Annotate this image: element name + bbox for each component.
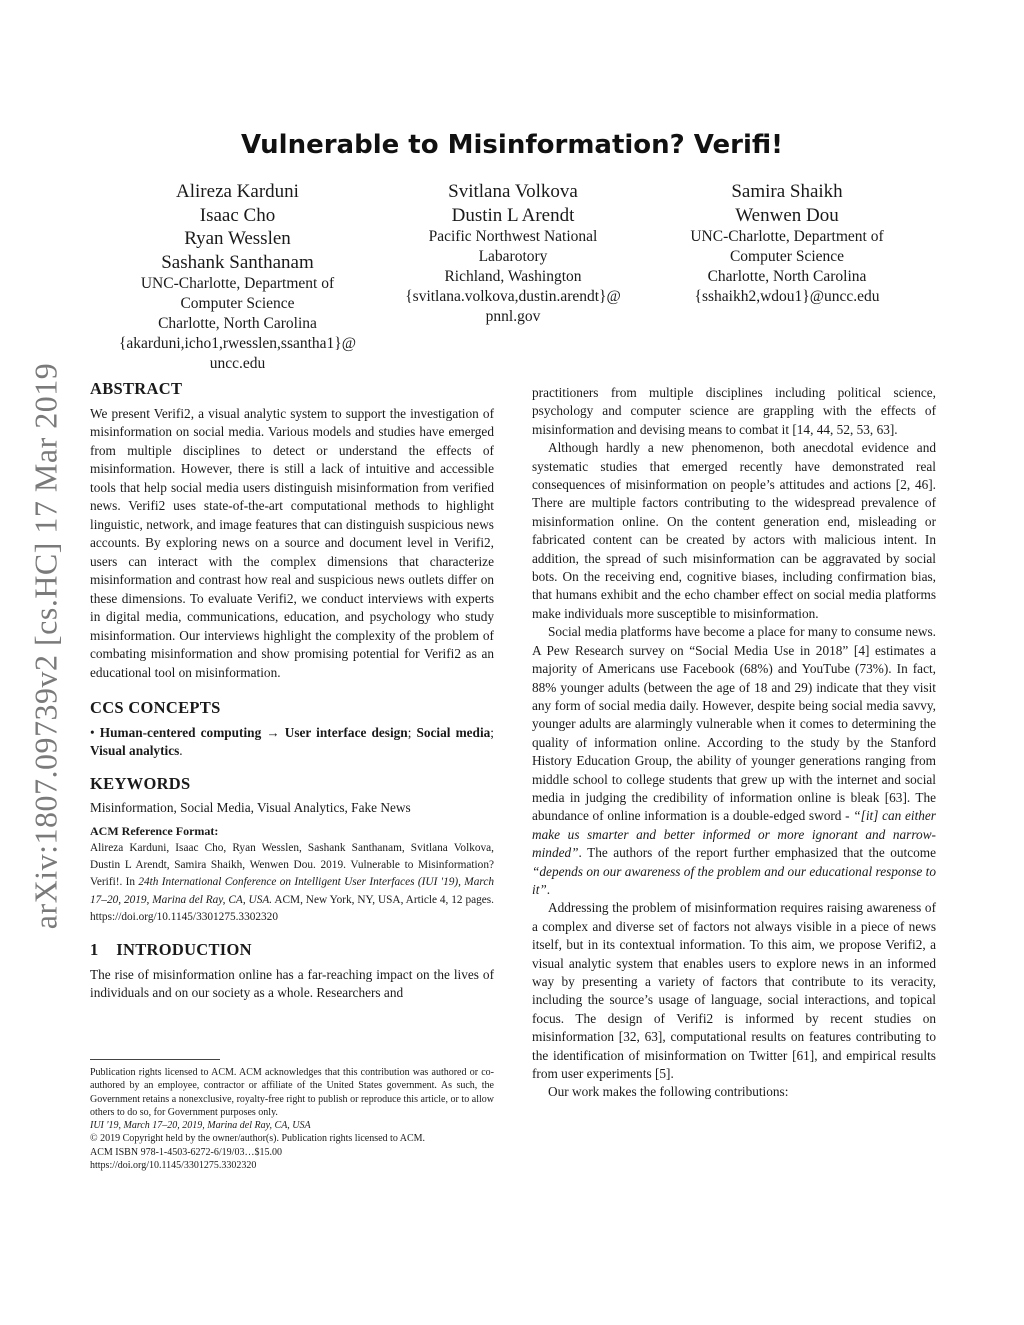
affiliation-line: UNC-Charlotte, Department of xyxy=(140,275,335,292)
ccs-heading: CCS CONCEPTS xyxy=(90,698,221,717)
doi-link[interactable]: https://doi.org/10.1145/3301275.3302320 xyxy=(90,1160,257,1172)
ccs-concept: Human-centered computing xyxy=(99,724,262,740)
author-block-1 xyxy=(100,180,375,374)
affiliation-line: Charlotte, North Carolina xyxy=(158,315,317,332)
ccs-concepts xyxy=(90,724,494,761)
conference-info: IUI '19, March 17–20, 2019, Marina del Ray, CA, USA xyxy=(90,1120,311,1132)
reference-format-heading: ACM Reference Format: xyxy=(90,823,219,838)
reference-authors: Alireza Karduni, Isaac Cho, Ryan Wesslen, Sashank Santhanam, Svitlana Volkova, Dustin L Arendt, Samira Shaikh, Wenwen Dou. 2019. Vulnerable to Misinformation? Verifi!. In xyxy=(90,842,494,889)
author-name: Isaac Cho xyxy=(199,204,276,226)
affiliation-line: Charlotte, North Carolina xyxy=(707,268,867,285)
abstract-text: We present Verifi2, a visual analytic system to support the investigation of misinformation on social media. Various models and studies have emerged from multiple disciplines to detect or understand the effects of misinformation. However, there is still a lack of intuitive and accessible tools that help social media users distinguish misinformation from verified news. Verifi2 uses state-of-the-art computational methods to highlight linguistic, network, and image features that can distinguish suspicious news accounts. By exploring news on a source and document level in Verifi2, users can interact with the complex dimensions that characterize misinformation and contrast how real and suspicious news outlets differ on these dimensions. To evaluate Verifi2, we conduct interviews with experts in digital media, communications, education, and psychology who study misinformation. Our interviews highlight the complexity of the problem of combating misinformation and show promising potential for Verifi2 as an educational tool on misinformation. xyxy=(90,405,494,680)
section-number: 1 xyxy=(90,940,99,960)
ccs-concept: Visual analytics xyxy=(90,743,180,758)
author-email: pnnl.gov xyxy=(485,308,541,325)
author-name: Svitlana Volkova xyxy=(448,181,578,202)
right-column xyxy=(532,384,936,1102)
copyright-footnote xyxy=(90,1059,494,1172)
intro-paragraph: practitioners from multiple disciplines including political science, psychology and computer science are grappling with the effects of misinformation and devising means to combat it [14, 44, 52, 53, 63]. xyxy=(532,385,936,437)
arxiv-stamp xyxy=(22,346,70,946)
keywords-heading: KEYWORDS xyxy=(90,773,191,793)
intro-text: . The authors of the report further emphasized that the outcome xyxy=(578,845,936,861)
affiliation-line: Labarotory xyxy=(478,248,548,265)
affiliation-line: Pacific Northwest National xyxy=(428,228,598,245)
intro-quote: “depends on our awareness of the problem and our educational response to it” xyxy=(532,863,936,897)
affiliation-line: Richland, Washington xyxy=(444,268,582,285)
ccs-concept: User interface design xyxy=(284,724,408,740)
left-column xyxy=(90,380,494,1003)
introduction-heading xyxy=(90,941,494,960)
ccs-arrow: → xyxy=(261,724,285,740)
intro-paragraph: Although hardly a new phenomenon, both anecdotal evidence and systematic studies that emerged recently have demonstrated real consequences of misinformation on people’s attitudes and actions [2, 46]. There are multiple factors contributing to the widespread prevalence of misinformation online. On the content generation end, misleading or fabricated content can be created by actors with malicious intent. In addition, the spread of such misinformation can be aggravated by social bots. On the receiving end, cognitive biases, including confirmation bias, that humans exhibit and the echo chamber effect on social media platforms make individuals more susceptible to misinformation. xyxy=(532,440,936,621)
reference-publisher: ACM, New York, NY, USA, Article 4, 12 pages. https://doi.org/10.1145/3301275.3302320 xyxy=(90,893,495,923)
ccs-concept: Social media xyxy=(416,724,491,740)
arxiv-stamp-text: arXiv:1807.09739v2 [cs.HC] 17 Mar 2019 xyxy=(27,362,64,930)
reference-format-text xyxy=(90,840,494,926)
reference-venue: 24th International Conference on Intelligent User Interfaces (IUI '19), March 17–20, 2019, Marina del Ray, CA, USA. xyxy=(90,876,494,906)
author-name: Wenwen Dou xyxy=(735,204,839,226)
ccs-separator: ; xyxy=(490,724,494,740)
ccs-separator: ; xyxy=(407,724,417,740)
intro-paragraph: Our work makes the following contributions: xyxy=(548,1084,789,1100)
ccs-end: . xyxy=(179,743,183,758)
section-title: INTRODUCTION xyxy=(116,940,252,960)
author-email: {svitlana.volkova,dustin.arendt}@ xyxy=(405,288,621,305)
affiliation-line: Computer Science xyxy=(180,295,295,312)
intro-quote: “[it] can either make us smarter and better informed or more ignorant and narrow-minded” xyxy=(532,808,936,861)
abstract-heading: ABSTRACT xyxy=(90,379,183,398)
ccs-bullet: • xyxy=(90,724,95,740)
author-name: Samira Shaikh xyxy=(731,181,843,202)
author-name: Ryan Wesslen xyxy=(184,228,291,249)
copyright-line: © 2019 Copyright held by the owner/author(s). Publication rights licensed to ACM. xyxy=(90,1133,426,1145)
author-name: Alireza Karduni xyxy=(176,181,299,202)
author-block-3 xyxy=(652,180,922,307)
intro-paragraph: Addressing the problem of misinformation requires raising awareness of a complex and diverse set of factors not always visible in a piece of news itself, but in its contextual information. To this aim, we propose Verifi2, a visual analytic system that enables users to explore news in an informed way by presenting a variety of factors that contribute to its veracity, including the source’s usage of language, social interactions, and topical focus. The design of Verifi2 is informed by recent studies on misinformation [32, 63], computational results on features contributing to the identification of misinformation on Twitter [61], and empirical results from user experiments [5]. xyxy=(532,900,936,1082)
intro-paragraph xyxy=(532,623,936,899)
author-email: {sshaikh2,wdou1}@uncc.edu xyxy=(694,288,880,305)
affiliation-line: UNC-Charlotte, Department of xyxy=(690,228,884,245)
author-email: {akarduni,icho1,rwesslen,ssantha1}@ xyxy=(118,335,357,352)
isbn-line: ACM ISBN 978-1-4503-6272-6/19/03…$15.00 xyxy=(90,1146,282,1158)
author-block-2 xyxy=(382,180,644,327)
rights-notice: Publication rights licensed to ACM. ACM acknowledges that this contribution was authored or co-authored by an employee, contractor or affiliate of the United States government. As such, the Government retains a nonexclusive, royalty-free right to publish or reproduce this article, or to allow others to do so, for Government purposes only. xyxy=(90,1067,494,1118)
intro-text: . xyxy=(546,881,551,897)
author-name: Sashank Santhanam xyxy=(161,251,314,273)
paper-title: Vulnerable to Misinformation? Verifi! xyxy=(240,130,784,160)
affiliation-line: Computer Science xyxy=(729,248,845,265)
intro-text: Social media platforms have become a place for many to consume news. A Pew Research survey on “Social Media Use in 2018” [4] estimates a majority of Americans use Facebook (68%) and YouTube (73%). In fact, 88% younger adults (between the age of 18 and 29) indicate that they visit any form of social media daily. However, despite being social media savvy, younger adults are alarmingly vulnerable when it comes to determining the quality of information online. According to the study by the Stanford History Education Group, the ability of younger generations ranging from middle school to college students that grew up with the internet and social media in judging the credibility of information online is bleak [63]. The abundance of online information is a double-edged sword - xyxy=(532,624,936,824)
author-name: Dustin L Arendt xyxy=(451,204,575,226)
footnote-divider xyxy=(90,1059,220,1060)
intro-paragraph: The rise of misinformation online has a far-reaching impact on the lives of individuals and on our society as a whole. Researchers and xyxy=(90,966,494,1001)
author-email: uncc.edu xyxy=(209,355,266,372)
keywords-text: Misinformation, Social Media, Visual Analytics, Fake News xyxy=(90,800,411,815)
